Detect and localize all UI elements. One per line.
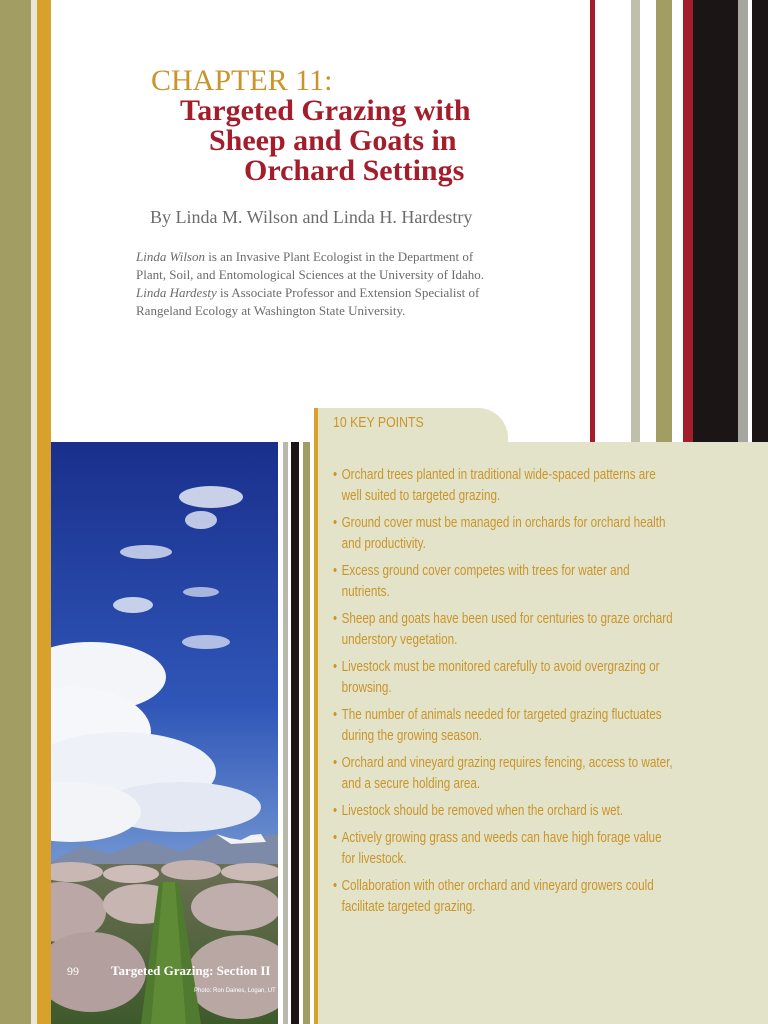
photo-stripe-olive xyxy=(303,442,310,1024)
key-point-text-cont: facilitate targeted grazing. xyxy=(341,898,476,915)
left-gold-stripe xyxy=(37,0,51,1024)
right-stripe-silver xyxy=(738,0,748,442)
bullet-glyph: • xyxy=(333,754,338,771)
key-point-text: Excess ground cover competes with trees for water and xyxy=(341,562,630,579)
key-point-text: Orchard trees planted in traditional wide-spaced patterns are xyxy=(341,466,656,483)
author-byline: By Linda M. Wilson and Linda H. Hardestry xyxy=(150,207,473,227)
key-points-list xyxy=(333,464,692,923)
bullet-glyph: • xyxy=(333,562,338,579)
key-point-item xyxy=(333,608,692,650)
key-point-text: Collaboration with other orchard and vineyard growers could xyxy=(341,877,654,894)
bullet-glyph: • xyxy=(333,466,338,483)
author-name-hardesty: Linda Hardesty xyxy=(136,285,217,300)
bullet-glyph: • xyxy=(333,658,338,675)
bullet-glyph: • xyxy=(333,802,338,819)
key-point-text: Sheep and goats have been used for centuries to graze orchard xyxy=(341,610,673,627)
orchard-photo xyxy=(51,442,278,1024)
key-point-item xyxy=(333,875,692,917)
key-point-text-cont: browsing. xyxy=(341,679,392,696)
key-point-text: Livestock must be monitored carefully to avoid overgrazing or xyxy=(341,658,660,675)
right-stripe-gray xyxy=(631,0,640,442)
bullet-glyph: • xyxy=(333,829,338,846)
right-stripe-crimson-thin xyxy=(590,0,595,442)
key-point-text-cont: and productivity. xyxy=(341,535,426,552)
key-point-text: The number of animals needed for targeted grazing fluctuates xyxy=(341,706,662,723)
photo-stripe-gray xyxy=(283,442,288,1024)
key-point-text: Actively growing grass and weeds can have high forage value xyxy=(341,829,662,846)
left-olive-stripe xyxy=(0,0,31,1024)
key-point-item xyxy=(333,464,692,506)
key-point-text: Orchard and vineyard grazing requires fencing, access to water, xyxy=(341,754,673,771)
right-stripe-black-edge xyxy=(752,0,768,442)
author-bio-text-1: is an Invasive Plant Ecologist in the Department of xyxy=(205,249,474,264)
chapter-label: CHAPTER 11: xyxy=(151,64,333,97)
chapter-title-line-2: Sheep and Goats in xyxy=(209,124,457,157)
author-bio-text-3: is Associate Professor and Extension Specialist of xyxy=(216,285,480,300)
author-bio-line-2: Plant, Soil, and Entomological Sciences at the University of Idaho. xyxy=(136,267,485,282)
key-points-heading: 10 KEY POINTS xyxy=(333,414,424,431)
key-point-text-cont: and a secure holding area. xyxy=(341,775,481,792)
key-point-text-cont: nutrients. xyxy=(341,583,390,600)
right-stripe-crimson xyxy=(683,0,693,442)
key-point-item xyxy=(333,512,692,554)
right-stripe-olive xyxy=(656,0,672,442)
right-stripe-black-wide xyxy=(693,0,738,442)
chapter-title-line-1: Targeted Grazing with xyxy=(180,94,471,127)
bullet-glyph: • xyxy=(333,877,338,894)
key-point-item xyxy=(333,656,692,698)
key-point-text-cont: during the growing season. xyxy=(341,727,483,744)
key-point-item xyxy=(333,752,692,794)
bullet-glyph: • xyxy=(333,514,338,531)
author-bio-line-3 xyxy=(136,285,479,301)
key-point-text-cont: understory vegetation. xyxy=(341,631,458,648)
bullet-glyph: • xyxy=(333,706,338,723)
key-point-item xyxy=(333,827,692,869)
key-point-item xyxy=(333,800,692,821)
key-point-text: Ground cover must be managed in orchards for orchard health xyxy=(341,514,666,531)
key-point-item xyxy=(333,704,692,746)
photo-stripe-black xyxy=(291,442,299,1024)
page-number: 99 xyxy=(67,964,79,978)
author-name-wilson: Linda Wilson xyxy=(136,249,205,264)
key-point-text-cont: for livestock. xyxy=(341,850,407,867)
key-point-item xyxy=(333,560,692,602)
author-bio-line-4: Rangeland Ecology at Washington State University. xyxy=(136,303,406,318)
photo-credit: Photo: Ron Daines, Logan, UT xyxy=(194,988,276,994)
author-bio-line-1 xyxy=(136,249,473,265)
key-point-text-cont: well suited to targeted grazing. xyxy=(341,487,501,504)
bullet-glyph: • xyxy=(333,610,338,627)
section-title: Targeted Grazing: Section II xyxy=(111,963,271,978)
key-point-text: Livestock should be removed when the orchard is wet. xyxy=(341,802,624,819)
chapter-title-line-3: Orchard Settings xyxy=(244,154,465,187)
